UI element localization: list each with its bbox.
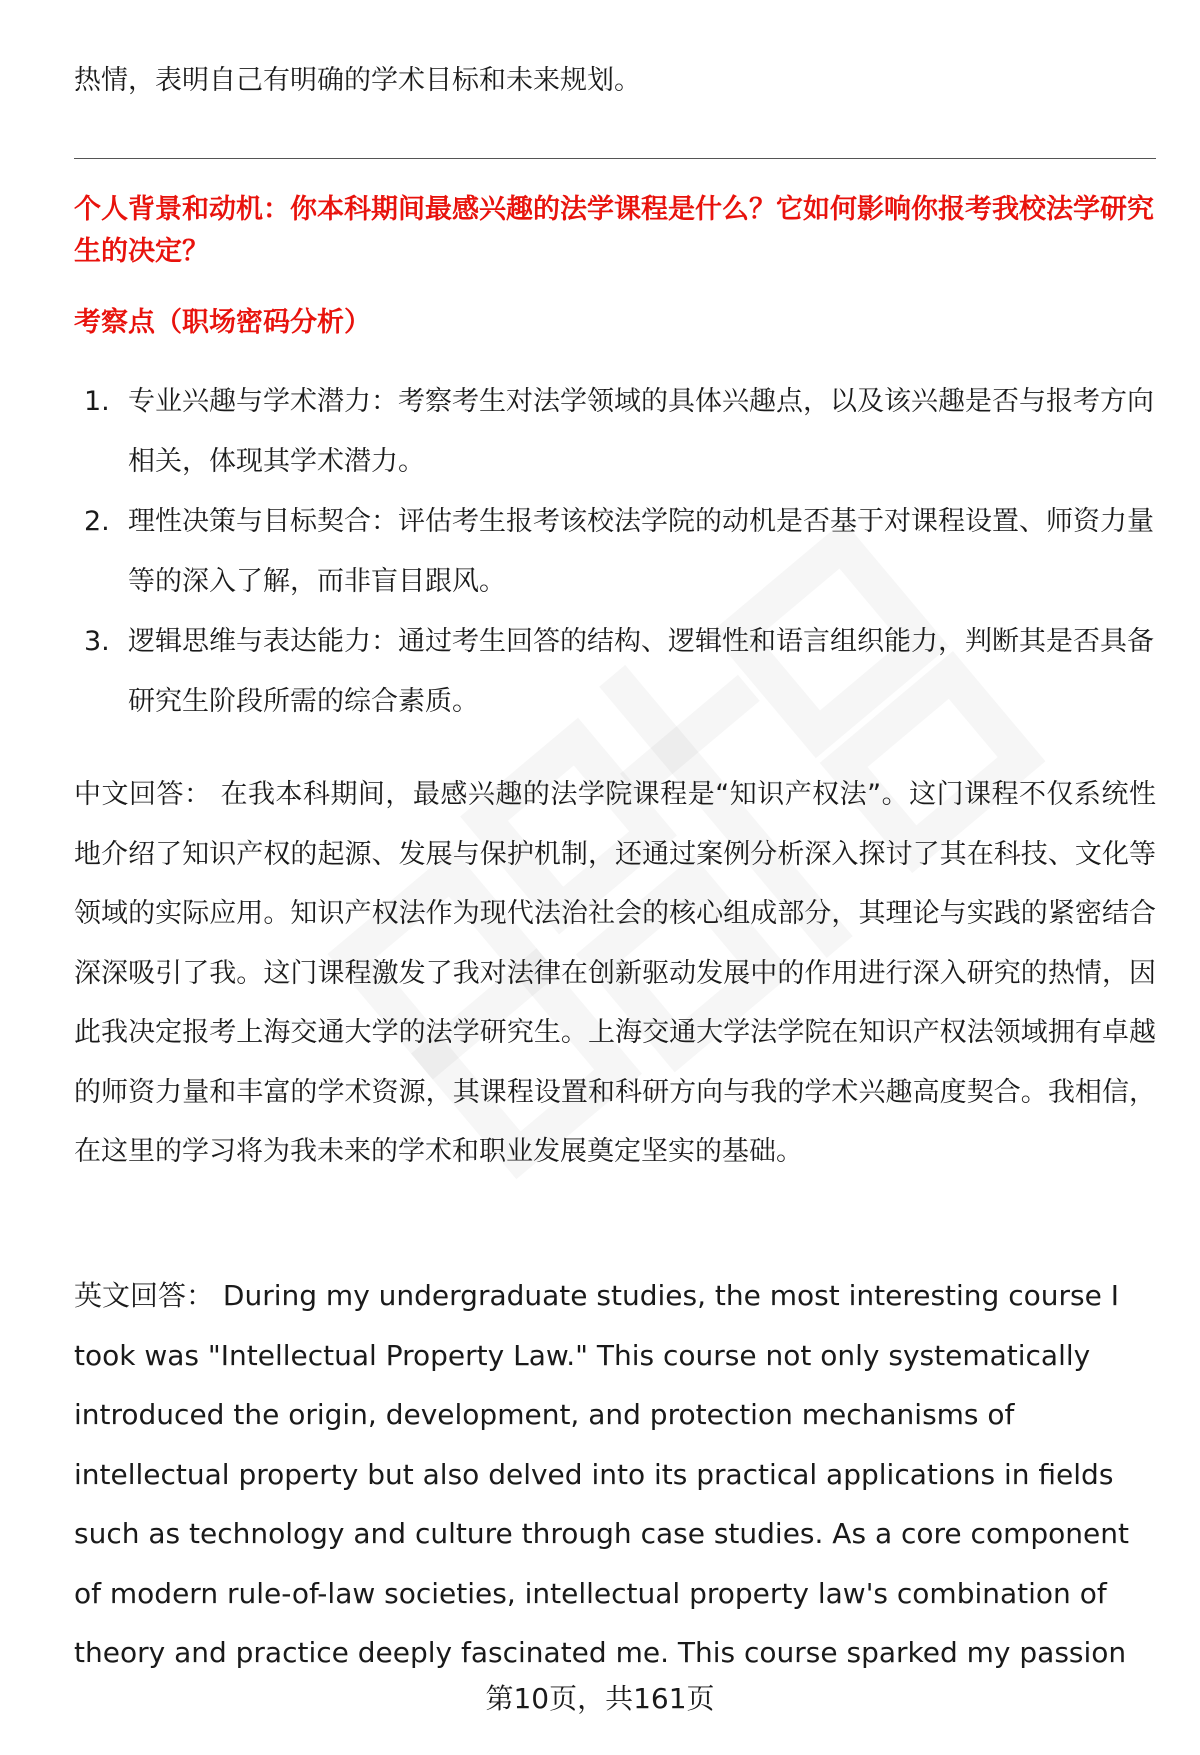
list-item-text: 逻辑思维与表达能力：通过考生回答的结构、逻辑性和语言组织能力，判断其是否具备研究生阶段所需的综合素质。 bbox=[128, 626, 1154, 717]
assessment-points-heading: 考察点（职场密码分析） bbox=[74, 307, 371, 338]
list-item-text: 专业兴趣与学术潜力：考察考生对法学领域的具体兴趣点，以及该兴趣是否与报考方向相关，体现其学术潜力。 bbox=[128, 386, 1154, 477]
list-item bbox=[74, 612, 1156, 732]
chinese-answer-paragraph: 中文回答： 在我本科期间，最感兴趣的法学院课程是“知识产权法”。这门课程不仅系统性地介绍了知识产权的起源、发展与保护机制，还通过案例分析深入探讨了其在科技、文化等领域的实际应用。知识产权法作为现代法治社会的核心组成部分，其理论与实践的紧密结合深深吸引了我。这门课程激发了我对法律在创新驱动发展中的作用进行深入研究的热情，因此我决定报考上海交通大学的法学研究生。上海交通大学法学院在知识产权法领域拥有卓越的师资力量和丰富的学术资源，其课程设置和科研方向与我的学术兴趣高度契合。我相信，在这里的学习将为我未来的学术和职业发展奠定坚实的基础。 bbox=[74, 779, 1156, 1167]
list-item-number: 3. bbox=[84, 626, 110, 657]
question-heading: 个人背景和动机：你本科期间最感兴趣的法学课程是什么？它如何影响你报考我校法学研究生的决定？ bbox=[74, 194, 1154, 267]
page-number-footer: 第10页，共161页 bbox=[485, 1682, 715, 1715]
list-item-text: 理性决策与目标契合：评估考生报考该校法学院的动机是否基于对课程设置、师资力量等的深入了解，而非盲目跟风。 bbox=[128, 506, 1154, 597]
list-item bbox=[74, 492, 1156, 612]
list-item-number: 2. bbox=[84, 506, 110, 537]
assessment-points-list bbox=[74, 372, 1156, 732]
continued-paragraph-line: 热情，表明自己有明确的学术目标和未来规划。 bbox=[74, 65, 641, 96]
list-item-number: 1. bbox=[84, 386, 110, 417]
english-answer-paragraph: 英文回答： During my undergraduate studies, the most interesting course I took was "Intellectual Property Law." This course not only systematically introduced the origin, development, and protection mechanisms of intellectual property but also delved into its practical applications in fields such as technology and culture through case studies. As a core component of modern rule-of-law societies, intellectual property law's combination of theory and practice deeply fascinated me. This course sparked my passion bbox=[74, 1279, 1129, 1669]
list-item bbox=[74, 372, 1156, 492]
section-divider bbox=[74, 158, 1156, 159]
